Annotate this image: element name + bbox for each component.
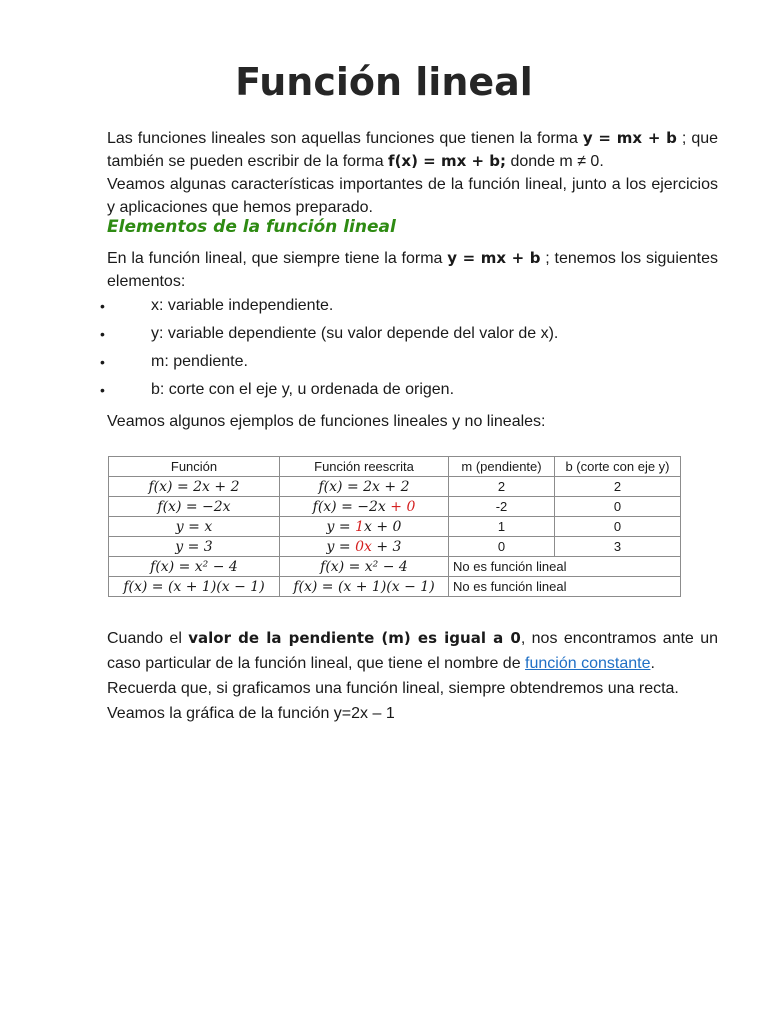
rewritten-part: f(x) = 2x + 2 [318, 478, 410, 495]
bullet: • [100, 382, 105, 398]
closing-text-end: . [650, 655, 655, 672]
closing-text-2: Recuerda que, si graficamos una función lineal, siempre obtendremos una recta. [107, 680, 679, 697]
intercept-cell: 0 [555, 497, 681, 517]
intro-formula-2: f(x) = mx + b; [388, 152, 507, 170]
table-row [109, 557, 681, 577]
slope-cell: 1 [449, 517, 555, 537]
rewritten-part: f(x) = (x + 1)(x − 1) [293, 578, 435, 595]
rewritten-part: f(x) = −2x [312, 498, 391, 515]
bullet: • [100, 326, 105, 342]
function-cell: f(x) = 2x + 2 [109, 477, 280, 497]
function-cell: f(x) = −2x [109, 497, 280, 517]
elements-text-end: ; tenemos los siguientes elementos: [107, 250, 719, 290]
intro-paragraph [107, 127, 718, 219]
rewritten-part: f(x) = x² − 4 [320, 558, 408, 575]
table-row [109, 577, 681, 597]
table-row [109, 477, 681, 497]
table-row [109, 497, 681, 517]
function-cell: y = x [109, 517, 280, 537]
non-linear-note: No es función lineal [449, 577, 681, 597]
list-item-text: x: variable independiente. [151, 297, 334, 314]
rewritten-cell [280, 537, 449, 557]
closing-bold: valor de la pendiente (m) es igual a 0 [188, 629, 521, 647]
intro-text-1-end: ; [676, 130, 687, 147]
section-heading: Elementos de la función lineal [107, 217, 396, 237]
function-cell: f(x) = (x + 1)(x − 1) [109, 577, 280, 597]
rewritten-highlight: 0x [355, 538, 372, 555]
slope-cell: 0 [449, 537, 555, 557]
table-row [109, 537, 681, 557]
rewritten-part-end: x + 0 [364, 518, 402, 535]
list-item-text: m: pendiente. [151, 353, 248, 370]
column-header: m (pendiente) [449, 457, 555, 477]
elements-text: En la función lineal, que siempre tiene la forma [107, 250, 448, 267]
slope-cell: -2 [449, 497, 555, 517]
rewritten-part: y = [326, 538, 356, 555]
intro-text-3: Veamos algunas características importantes de la función lineal, junto a los ejercicios y aplicaciones que hemos preparado. [107, 176, 718, 216]
constant-function-link[interactable]: función constante [525, 655, 651, 672]
intro-formula-1: y = mx + b [582, 129, 677, 147]
intercept-cell: 0 [555, 517, 681, 537]
column-header: b (corte con eje y) [555, 457, 681, 477]
intercept-cell: 3 [555, 537, 681, 557]
bullet: • [100, 298, 105, 314]
rewritten-part-end: + 3 [371, 538, 402, 555]
list-item-text: y: variable dependiente (su valor depende del valor de x). [151, 325, 559, 342]
bullet: • [100, 354, 105, 370]
rewritten-cell [280, 577, 449, 597]
rewritten-highlight: + 0 [390, 498, 416, 515]
non-linear-note: No es función lineal [449, 557, 681, 577]
closing-paragraph [107, 626, 718, 726]
rewritten-cell [280, 517, 449, 537]
column-header: Función [109, 457, 280, 477]
closing-text: Cuando el [107, 630, 189, 647]
table-header-row [109, 457, 681, 477]
rewritten-part: y = [326, 518, 356, 535]
functions-table [108, 456, 681, 597]
rewritten-cell [280, 477, 449, 497]
intercept-cell: 2 [555, 477, 681, 497]
column-header: Función reescrita [280, 457, 449, 477]
slope-cell: 2 [449, 477, 555, 497]
intro-text-2: que también se pueden escribir de la forma [107, 130, 719, 170]
rewritten-cell [280, 497, 449, 517]
elements-paragraph [107, 247, 718, 293]
rewritten-highlight: 1 [355, 518, 365, 535]
function-cell: f(x) = x² − 4 [109, 557, 280, 577]
examples-intro: Veamos algunos ejemplos de funciones lineales y no lineales: [107, 413, 546, 430]
table-row [109, 517, 681, 537]
intro-text-2-end: donde m ≠ 0. [506, 153, 604, 170]
list-item-text: b: corte con el eje y, u ordenada de origen. [151, 381, 455, 398]
rewritten-cell [280, 557, 449, 577]
closing-text-3: Veamos la gráfica de la función y=2x – 1 [107, 705, 395, 722]
closing-text-mid: , nos encontramos ante un caso particular de la función lineal, que tiene el nombre de [107, 630, 719, 672]
elements-formula: y = mx + b [447, 249, 541, 267]
function-cell: y = 3 [109, 537, 280, 557]
intro-text-1: Las funciones lineales son aquellas funciones que tienen la forma [107, 130, 583, 147]
page-title: Función lineal [235, 60, 533, 104]
